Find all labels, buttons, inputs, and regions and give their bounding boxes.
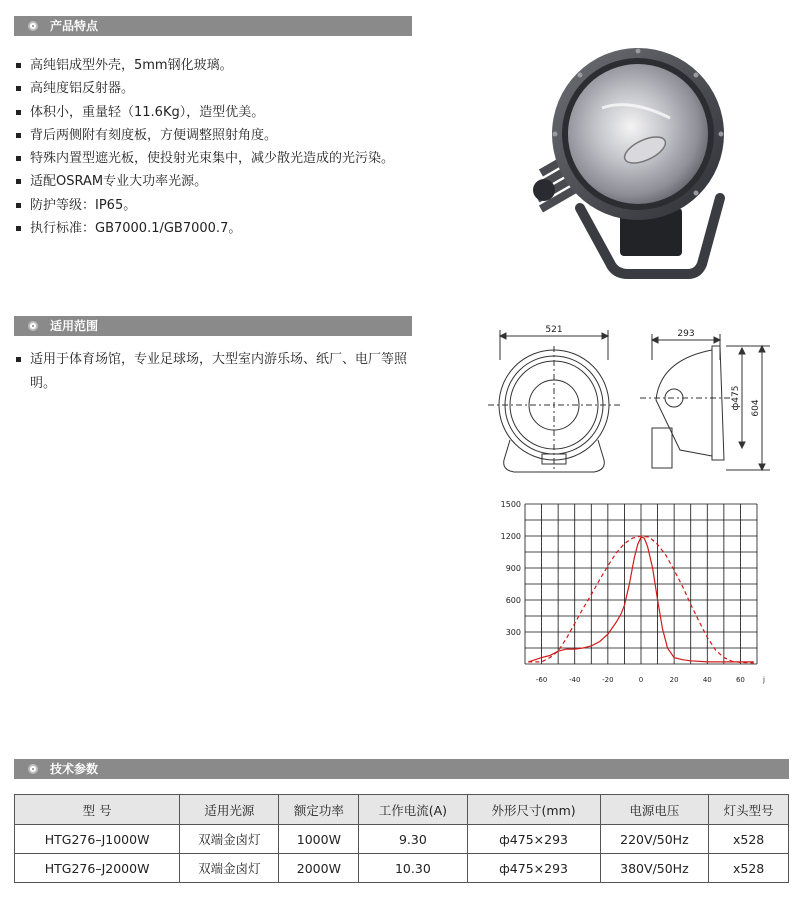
column-header: 电源电压 [600, 795, 709, 825]
y-tick-label: 900 [505, 564, 521, 573]
table-cell: 380V/50Hz [600, 854, 709, 883]
column-header: 外形尺寸(mm) [467, 795, 600, 825]
table-cell: 双端金卤灯 [180, 854, 279, 883]
table-header-row [15, 795, 789, 825]
dim-front-width: 521 [545, 325, 563, 335]
table-cell: x528 [709, 854, 789, 883]
table-cell: 1000W [279, 825, 359, 854]
y-tick-label: 600 [505, 596, 521, 605]
bullet-circle-icon [28, 21, 38, 31]
table-cell: 10.30 [359, 854, 467, 883]
y-tick-label: 1200 [500, 532, 521, 541]
spec-table [14, 794, 789, 883]
feature-item: 防护等级：IP65。 [16, 194, 394, 217]
bullet-circle-icon [28, 764, 38, 774]
feature-item: 特殊内置型遮光板，使投射光束集中，减少散光造成的光污染。 [16, 147, 394, 170]
x-tick-label: 0 [638, 676, 644, 684]
table-row [15, 825, 789, 854]
column-header: 适用光源 [180, 795, 279, 825]
section-title: 技术参数 [50, 762, 99, 776]
dim-side-depth: 293 [677, 329, 695, 339]
x-tick-label: -60 [535, 676, 548, 684]
feature-item: 背后两侧附有刻度板，方便调整照射角度。 [16, 124, 394, 147]
section-title: 产品特点 [50, 19, 99, 33]
table-cell: 9.30 [359, 825, 467, 854]
y-tick-label: 300 [505, 628, 521, 637]
column-header: 灯头型号 [709, 795, 789, 825]
table-cell: ф475×293 [467, 825, 600, 854]
feature-item: 高纯铝成型外壳，5mm钢化玻璃。 [16, 54, 394, 77]
column-header: 型 号 [15, 795, 180, 825]
feature-item: 适配OSRAM专业大功率光源。 [16, 170, 394, 193]
section-title: 适用范围 [50, 319, 99, 333]
light-distribution-chart [495, 496, 775, 688]
dim-diameter: ф475 [731, 385, 741, 411]
feature-list [16, 54, 394, 240]
bullet-circle-icon [28, 321, 38, 331]
section-header-specs [14, 759, 789, 779]
table-cell: HTG276–J2000W [15, 854, 180, 883]
y-tick-label: 1500 [500, 500, 521, 509]
section-header-features [14, 16, 412, 36]
table-row [15, 854, 789, 883]
x-tick-label: -40 [568, 676, 581, 684]
x-tick-label: 40 [702, 676, 712, 684]
table-cell: HTG276–J1000W [15, 825, 180, 854]
column-header: 工作电流(A) [359, 795, 467, 825]
x-tick-label: 20 [669, 676, 679, 684]
usage-text: 适用于体育场馆，专业足球场，大型室内游乐场、纸厂、电厂等照明。 [16, 348, 416, 396]
dim-height: 604 [751, 399, 761, 417]
table-cell: 2000W [279, 854, 359, 883]
x-tick-label: -20 [602, 676, 614, 684]
table-cell: x528 [709, 825, 789, 854]
table-cell: 220V/50Hz [600, 825, 709, 854]
dimension-drawing [480, 320, 780, 480]
table-cell: 双端金卤灯 [180, 825, 279, 854]
column-header: 额定功率 [279, 795, 359, 825]
section-header-usage [14, 316, 412, 336]
feature-item: 执行标准：GB7000.1/GB7000.7。 [16, 217, 394, 240]
product-photo [520, 38, 730, 283]
x-tick-label: 60 [735, 676, 745, 684]
feature-item: 高纯度铝反射器。 [16, 77, 394, 100]
table-cell: ф475×293 [467, 854, 600, 883]
feature-item: 体积小，重量轻（11.6Kg），造型优美。 [16, 101, 394, 124]
x-unit-label: j [763, 676, 765, 684]
